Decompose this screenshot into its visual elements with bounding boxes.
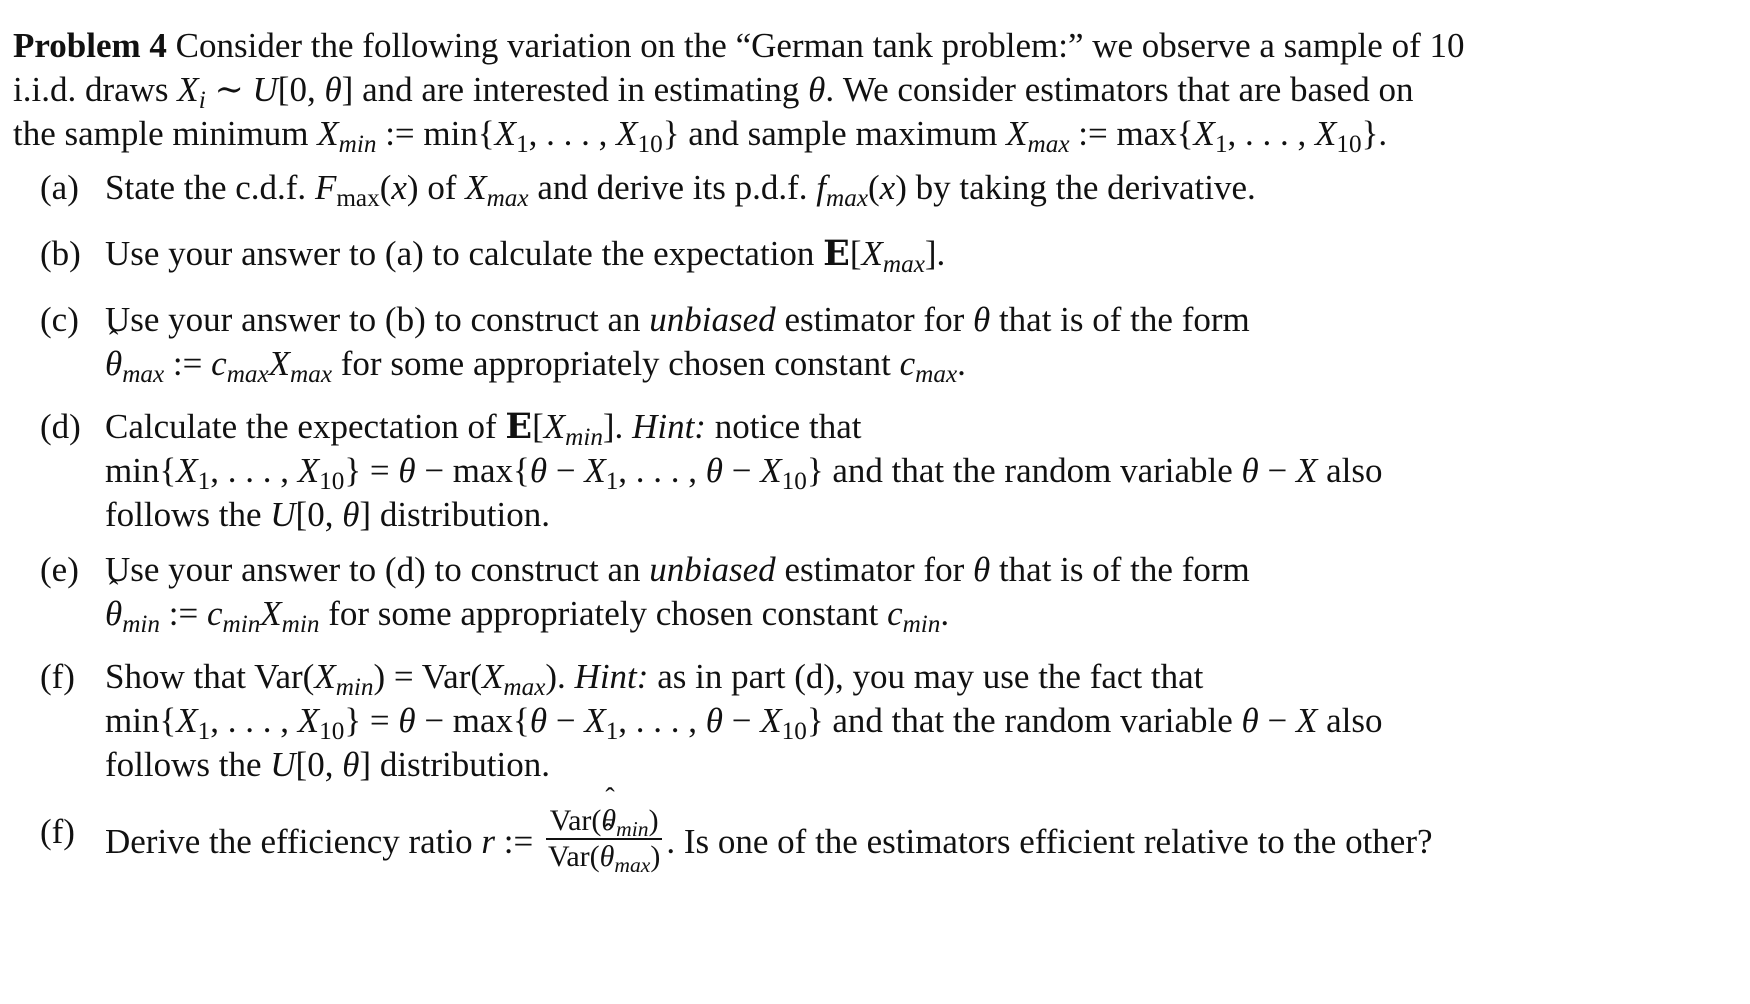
part-label: (b) (40, 234, 81, 273)
problem-title: Problem 4 (13, 26, 167, 65)
part-label: (f) (40, 657, 75, 696)
intro-line-3: the sample minimum $X_{min}$ := $\min\{X_1$, . . . , $X_{10}$} and sample maximum $X_{max}$ := $\max\{X_1$, . . . , $X_{10}$}. (13, 114, 1388, 159)
problem-statement (13, 24, 1738, 159)
intro-line-1: Problem 4 Consider the following variation on the “German tank problem:” we observe a sample of 10 (13, 26, 1465, 65)
efficiency-ratio-fraction: $\frac{Var(ˆ \theta_{min})}{Var(ˆ \theta_{max})}$ (546, 804, 662, 874)
part-label: (e) (40, 550, 79, 589)
part-label: (a) (40, 168, 79, 207)
intro-line-2: i.i.d. draws $X_i$ ∼ U[0, θ] and are interested in estimating θ. We consider estimators that are based on (13, 70, 1414, 115)
part-label: (d) (40, 407, 81, 446)
problem-page: Problem 4 Consider the following variation on the “German tank problem:” we observe a sample of 10 i.i.d. draws $X_i$ ∼ U[0, θ] and are interested in estimating θ. We consider estimators that are based on the sample minimum $X_{min}$ := $\min\{X_1$, . . . , $X_{10}$} and sample maximum $X_{max}$ := $\max\{X_1$, . . . , $X_{10}$}. (a) State the c.d.f. $F_{max}(x)$ of $X_{max}$ and derive its p.d.f. $f_{max}(x)$ by taking the derivative. (b) Use your answer to (a) to calculate the expectation $E[X_{max}]$. (c) Use your answer to (b) to construct an unbiased estimator for θ that is of the form ˆ $\theta_{max}$ := $c_{max}X_{max}$ for some appropriately chosen constant $c_{max}$. (d) Calculate the expectation of $E[X_{min}]$. Hint: notice that $\min\{X_1$, . . . , $X_{10}\} = \theta - \max\{\theta - X_1$, . . . , $\theta - X_{10}$} and that the random variable θ − X also follows the U[0, θ] distribution. (e) Use your answer to (d) to construct an unbiased estimator for θ that is of the form ˆ $\theta_{min}$ := $c_{min}X_{min}$ for some appropriately chosen constant $c_{min}$. (f) Show that $Var(X_{min}) = Var(X_{max})$. Hint: as in part (d), you may use the fact that $\min\{X_1$, . . . , $X_{10}\} = \theta - \max\{\theta - X_1$, . . . , $\theta - X_{10}$} and that the random variable θ − X also follows the U[0, θ] distribution. (f) Derive the efficiency ratio r := $\frac{Var(ˆ \theta_{min})}{Var(ˆ \theta_{max})}$ . Is one of the estimators efficient relative to the other? (0, 0, 1750, 1004)
part-label: (f) (40, 812, 75, 851)
part-label: (c) (40, 300, 79, 339)
